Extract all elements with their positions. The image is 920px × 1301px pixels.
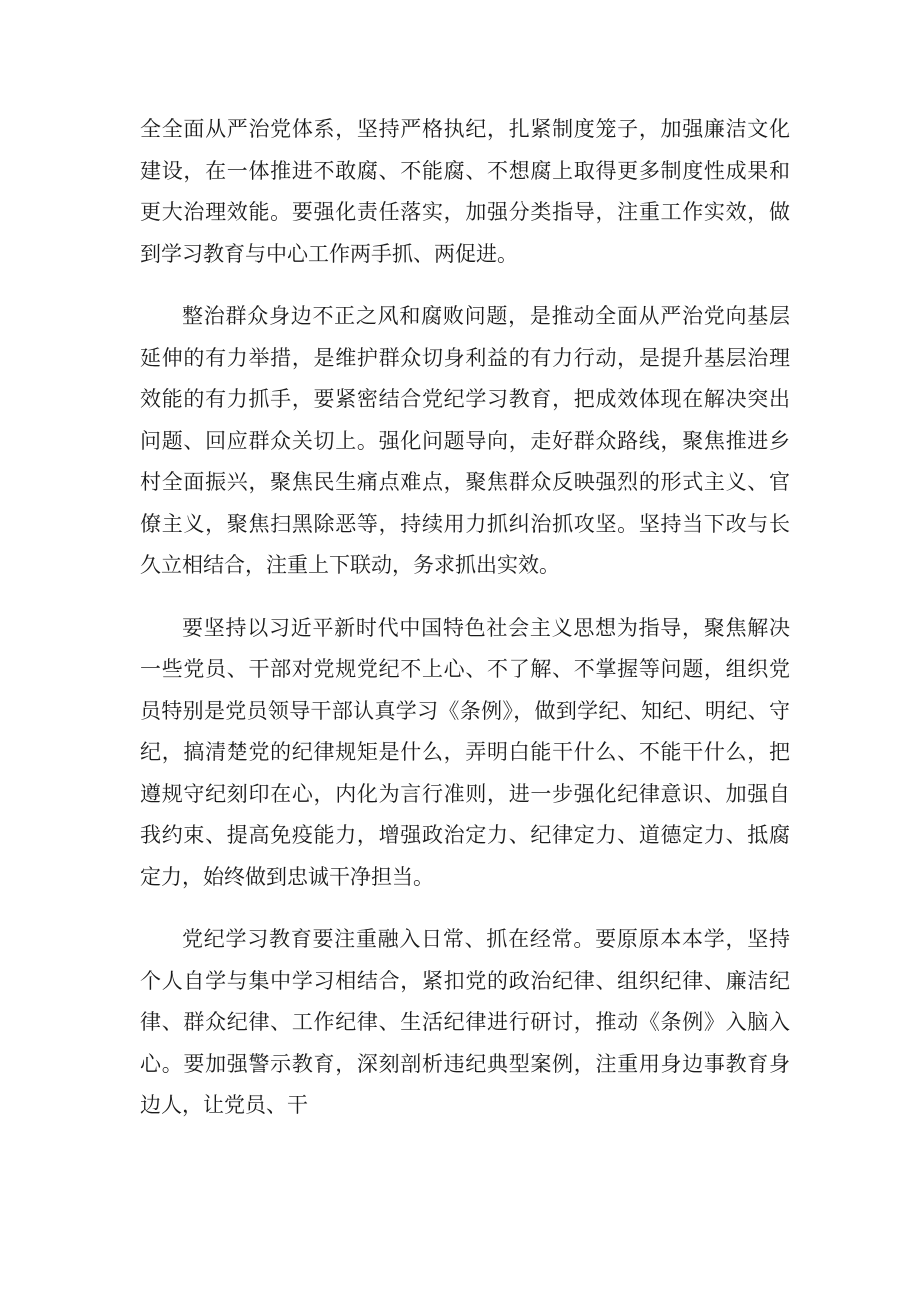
paragraph-grassroots-governance: 整治群众身边不正之风和腐败问题，是推动全面从严治党向基层延伸的有力举措，是维护群众切身利益的有力行动，是提升基层治理效能的有力抓手，要紧密结合党纪学习教育，把成效体现在解决突出问题、回应群众关切上。强化问题导向，走好群众路线，聚焦推进乡村全面振兴，聚焦民生痛点难点，聚焦群众反映强烈的形式主义、官僚主义，聚焦扫黑除恶等，持续用力抓纠治抓攻坚。坚持当下改与长久立相结合，注重上下联动，务求抓出实效。	[140, 304, 790, 577]
paragraph-daily-education: 党纪学习教育要注重融入日常、抓在经常。要原原本本学，坚持个人自学与集中学习相结合，紧扣党的政治纪律、组织纪律、廉洁纪律、群众纪律、工作纪律、生活纪律进行研讨，推动《条例》入脑入心。要加强警示教育，深刻剖析违纪典型案例，注重用身边事教育身边人，让党员、干	[140, 927, 790, 1117]
paragraph-continuation: 全全面从严治党体系，坚持严格执纪，扎紧制度笼子，加强廉洁文化建设，在一体推进不敢腐、不能腐、不想腐上取得更多制度性成果和更大治理效能。要强化责任落实，加强分类指导，注重工作实效，做到学习教育与中心工作两手抓、两促进。	[140, 117, 790, 266]
paragraph-discipline-study: 要坚持以习近平新时代中国特色社会主义思想为指导，聚焦解决一些党员、干部对党规党纪不上心、不了解、不掌握等问题，组织党员特别是党员领导干部认真学习《条例》，做到学纪、知纪、明纪、守纪，搞清楚党的纪律规矩是什么，弄明白能干什么、不能干什么，把遵规守纪刻印在心，内化为言行准则，进一步强化纪律意识、加强自我约束、提高免疫能力，增强政治定力、纪律定力、道德定力、抵腐定力，始终做到忠诚干净担当。	[140, 615, 790, 889]
document-body	[140, 109, 790, 1148]
